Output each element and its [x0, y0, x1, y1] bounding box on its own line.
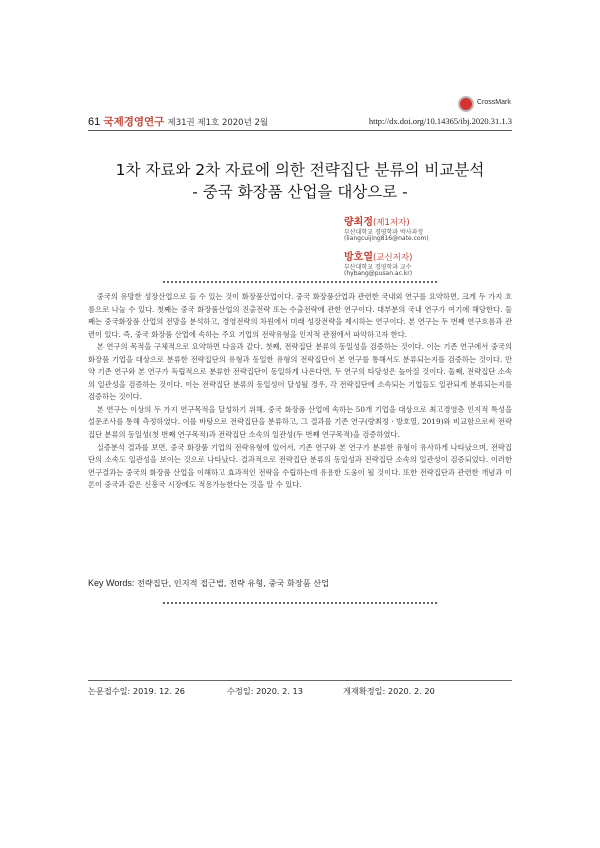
- abstract: [88, 291, 512, 492]
- author-name: 방호열: [344, 252, 373, 263]
- header-rule: [88, 130, 512, 131]
- dotted-divider: [163, 602, 437, 604]
- volume-issue: 제31권 제1호 2020년 2월: [167, 118, 269, 128]
- author-1: [344, 213, 410, 228]
- footer-rule: [88, 680, 512, 681]
- author-role: (교신저자): [372, 253, 413, 263]
- abstract-paragraph: 중국의 유망한 성장산업으로 들 수 있는 것이 화장품산업이다. 중국 화장품산업과 관련한 국내외 연구를 요약하면, 크게 두 가지 흐름으로 나눌 수 있다. 첫째는 중국 화장품산업의 진출전략 또는 수출전략에 관한 연구이다. 대부분의 국내 연구가 여기에 해당한다. 둘째는 중국화장품 산업의 전망을 분석하고, 경영전략의 차원에서 미래 성장전략을 제시하는 연구이다. 본 연구는 두 번째 연구흐름과 관련이 있다. 즉, 중국 화장품 산업에 속하는 주요 기업의 전략유형을 인지적 관점에서 파악하고자 한다.: [88, 292, 512, 339]
- crossmark-label: CrossMark: [477, 99, 511, 106]
- author-role: (제1저자): [372, 218, 410, 228]
- paper-title: 1차 자료와 2차 자료에 의한 전략집단 분류의 비교분석: [115, 161, 485, 179]
- author-email[interactable]: (hybang@pusan.ac.kr): [344, 270, 413, 277]
- revised-date: 수정일: 2020. 2. 13: [227, 686, 303, 696]
- received-date: 논문접수일: 2019. 12. 26: [88, 686, 185, 696]
- author-name: 량최정: [344, 217, 373, 228]
- crossmark-badge[interactable]: [458, 96, 518, 118]
- keywords: [88, 578, 329, 589]
- doi-link[interactable]: http://dx.doi.org/10.14365/ibj.2020.31.1.3: [368, 116, 512, 126]
- abstract-paragraph: 본 연구의 목적을 구체적으로 요약하면 다음과 같다. 첫째, 전략집단 분류의 동일성을 검증하는 것이다. 이는 기존 연구에서 중국의 화장품 기업을 대상으로 분류한 전략집단의 유형과 동일한 유형의 전략집단이 본 연구를 통해서도 분류되는지를 검증하는 것이다. 만약 기존 연구와 본 연구가 독립적으로 분류한 전략집단이 동일하게 나온다면, 두 연구의 타당성은 높아질 것이다. 둘째, 전략집단 소속의 일관성을 검증하는 것이다. 이는 전략집단 분류의 동일성이 달성될 경우, 각 전략집단에 소속되는 기업들도 일관되게 분류되는지를 검증하는 것이다.: [88, 342, 512, 402]
- dotted-divider: [163, 281, 437, 283]
- page-number: 61: [88, 116, 101, 128]
- keywords-text: 전략집단, 인지적 접근법, 전략 유형, 중국 화장품 산업: [136, 578, 330, 588]
- crossmark-icon: [458, 96, 474, 112]
- accepted-date: 게재확정일: 2020. 2. 20: [343, 686, 435, 696]
- running-header: [88, 114, 268, 129]
- paper-subtitle: - 중국 화장품 산업을 대상으로 -: [192, 183, 408, 201]
- author-2: [344, 248, 412, 263]
- keywords-label: Key Words:: [88, 578, 135, 588]
- author-email[interactable]: (liangcuijing816@nate.com): [344, 235, 429, 242]
- abstract-paragraph: 본 연구는 이상의 두 가지 연구목적을 달성하기 위해, 중국 화장품 산업에 속하는 50개 기업을 대상으로 최고경영층 인지적 특성을 설문조사를 통해 측정하였다. 이를 바탕으로 전략집단을 분류하고, 그 결과를 기존 연구(량최정ㆍ방호열, 2019)와 비교함으로써 전략집단 분류의 동일성(첫 번째 연구목적)과 전략집단 소속의 일관성(두 번째 연구목적)을 검증하였다.: [88, 404, 512, 440]
- journal-name: 국제경영연구: [103, 116, 165, 128]
- author-affiliation: 부산대학교 경영학과 박사과정: [344, 229, 424, 236]
- abstract-paragraph: 실증분석 결과를 보면, 중국 화장품 기업의 전략유형에 있어서, 기존 연구와 본 연구가 분류한 유형이 유사하게 나타났으며, 전략집단의 소속도 일관성을 보이는 것으로 나타났다. 결과적으로 전략집단 분류의 동일성과 전략집단 소속의 일관성이 검증되었다. 이러한 연구결과는 중국의 화장품 산업을 이해하고 효과적인 전략을 수립하는데 유용한 도움이 될 것이다. 또한 전략집단과 관련한 개념과 이론이 중국과 같은 신흥국 시장에도 적용가능한다는 것을 알 수 있다.: [88, 442, 512, 490]
- author-affiliation: 부산대학교 경영학과 교수: [344, 264, 412, 271]
